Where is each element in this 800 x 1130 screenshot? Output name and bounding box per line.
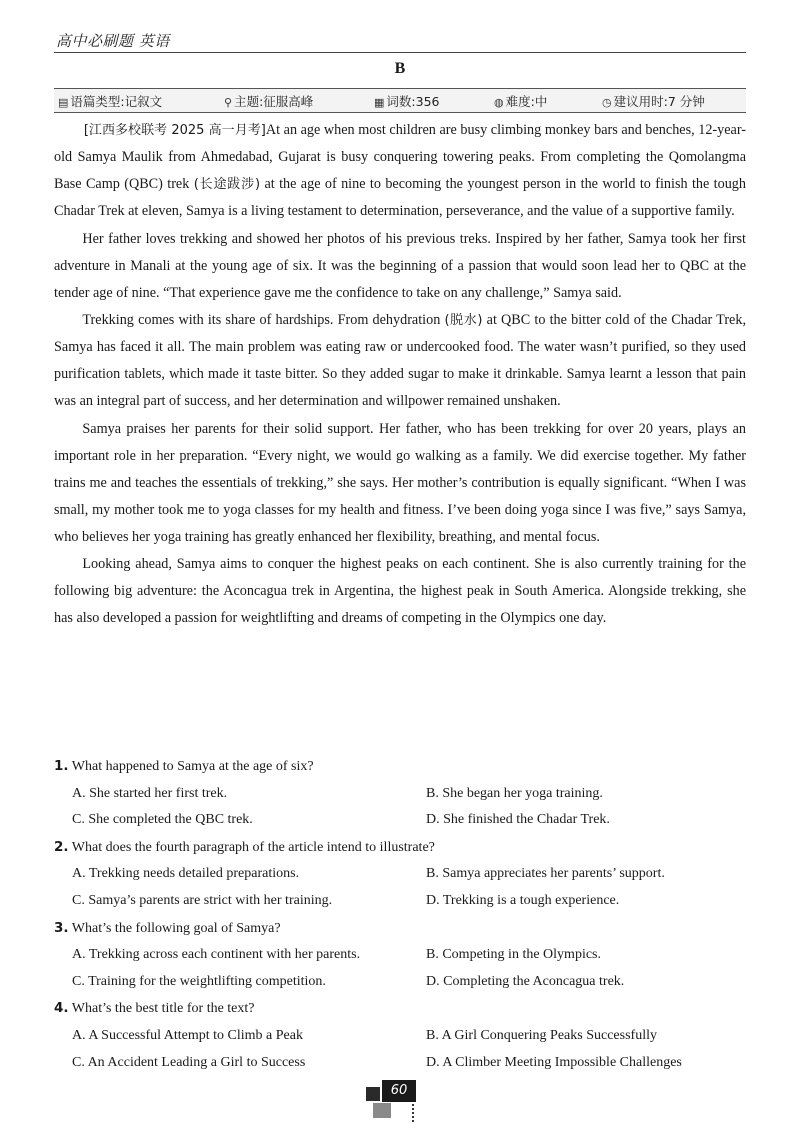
option-a: A. Trekking across each continent with her parents. — [72, 947, 361, 963]
paragraph-4: Samya praises her parents for their solid support. Her father, who has been trekking for over 20 years, plays an important role in her preparation. “Every night, we would go walking as a family. We did exercise together. My father trains me and teaches the essentials of trekking,” she says. Her mother’s contribution is equally significant. “When I was small, my mother took me to yoga classes for my health and fitness. I’ve been doing yoga since I was five,” says Samya, who believes her yoga training has greatly enhanced her flexibility, breathing, and mental focus. — [54, 420, 746, 545]
option-d: D. A Climber Meeting Impossible Challenges — [426, 1054, 682, 1070]
question-2 — [54, 834, 746, 915]
clock-icon: ◷ — [602, 96, 612, 109]
question-list — [54, 753, 746, 1076]
info-words: ▦ 词数:356 — [374, 94, 440, 109]
option-a: A. She started her first trek. — [72, 785, 228, 801]
question-number: 2. — [54, 838, 69, 855]
question-3 — [54, 915, 746, 996]
page-decoration-dots — [412, 1104, 416, 1122]
info-type: ▤ 语篇类型:记叙文 — [58, 94, 163, 109]
option-c: C. Samya’s parents are strict with her training. — [72, 892, 333, 908]
option-d: D. Completing the Aconcagua trek. — [426, 973, 625, 989]
question-stem: What’s the best title for the text? — [71, 1001, 255, 1017]
info-topic: ⚲ 主题:征服高峰 — [224, 94, 314, 109]
question-stem: What does the fourth paragraph of the article intend to illustrate? — [71, 839, 435, 855]
question-1 — [54, 753, 746, 834]
option-c: C. She completed the QBC trek. — [72, 812, 253, 828]
exam-source: [江西多校联考 2025 高一月考] — [83, 123, 266, 138]
option-a: A. A Successful Attempt to Climb a Peak — [72, 1027, 303, 1043]
section-letter: B — [394, 60, 406, 77]
header-divider — [54, 52, 746, 53]
paragraph-2: Her father loves trekking and showed her photos of his previous treks. Inspired by her father, Samya took her first adventure in Manali at the young age of six. It was the beginning of a passion that would soon lead her to QBC at the tender age of nine. “That experience gave me the confidence to take on any challenge,” Samya said. — [54, 230, 746, 301]
question-4 — [54, 995, 746, 1076]
word-count-icon: ▦ — [374, 96, 385, 109]
option-b: B. Samya appreciates her parents’ support. — [426, 866, 665, 882]
info-difficulty: ◍ 难度:中 — [494, 94, 548, 109]
question-number: 4. — [54, 1000, 69, 1017]
option-c: C. An Accident Leading a Girl to Success — [72, 1054, 306, 1070]
page-decoration-square — [373, 1103, 391, 1118]
page-number: 60 — [382, 1080, 416, 1102]
paragraph-3: Trekking comes with its share of hardships. From dehydration (脱水) at QBC to the bitter cold of the Chadar Trek, Samya has faced it all. The main problem was eating raw or undercooked food. The water wasn’t purified, so they used purification tablets, which made it taste bitter. So they added sugar to make it drinkable. Samya learnt a lesson that pain was an integral part of success, and her determination and willpower remained unshaken. — [54, 312, 746, 410]
paragraph-1: [江西多校联考 2025 高一月考]At an age when most children are busy climbing monkey bars and benches, 12-year-old Samya Maulik from Ahmedabad, Gujarat is busy conquering towering peaks. From completing the Qomolangma Base Camp (QBC) trek (长途跋涉) at the age of nine to becoming the youngest person in the world to finish the tough Chadar Trek at eleven, Samya is a living testament to determination, perseverance, and the value of a supportive family. — [54, 122, 747, 219]
question-stem: What’s the following goal of Samya? — [71, 920, 281, 936]
question-number: 3. — [54, 919, 69, 936]
option-b: B. She began her yoga training. — [426, 785, 603, 801]
difficulty-icon: ◍ — [494, 96, 504, 109]
option-b: B. Competing in the Olympics. — [426, 947, 601, 963]
passage-info-bar — [54, 88, 746, 113]
option-d: D. She finished the Chadar Trek. — [426, 812, 610, 828]
info-time: ◷ 建议用时:7 分钟 — [602, 94, 705, 109]
question-number: 1. — [54, 758, 69, 774]
paragraph-5: Looking ahead, Samya aims to conquer the highest peaks on each continent. She is also currently training for the following big adventure: the Aconcagua trek in Argentina, the highest peak in South America. Alongside trekking, she has also developed a passion for weightlifting and dreams of competing in the Olympics one day. — [54, 556, 746, 627]
option-d: D. Trekking is a tough experience. — [426, 892, 620, 908]
option-b: B. A Girl Conquering Peaks Successfully — [426, 1027, 657, 1043]
search-icon: ⚲ — [224, 96, 233, 109]
book-header-title: 高中必刷题 英语 — [56, 32, 170, 50]
option-c: C. Training for the weightlifting competition. — [72, 973, 326, 989]
option-a: A. Trekking needs detailed preparations. — [72, 866, 300, 882]
page-decoration-square — [366, 1087, 380, 1101]
reading-passage — [54, 117, 746, 633]
document-icon: ▤ — [58, 96, 69, 109]
question-stem: What happened to Samya at the age of six? — [71, 759, 314, 774]
